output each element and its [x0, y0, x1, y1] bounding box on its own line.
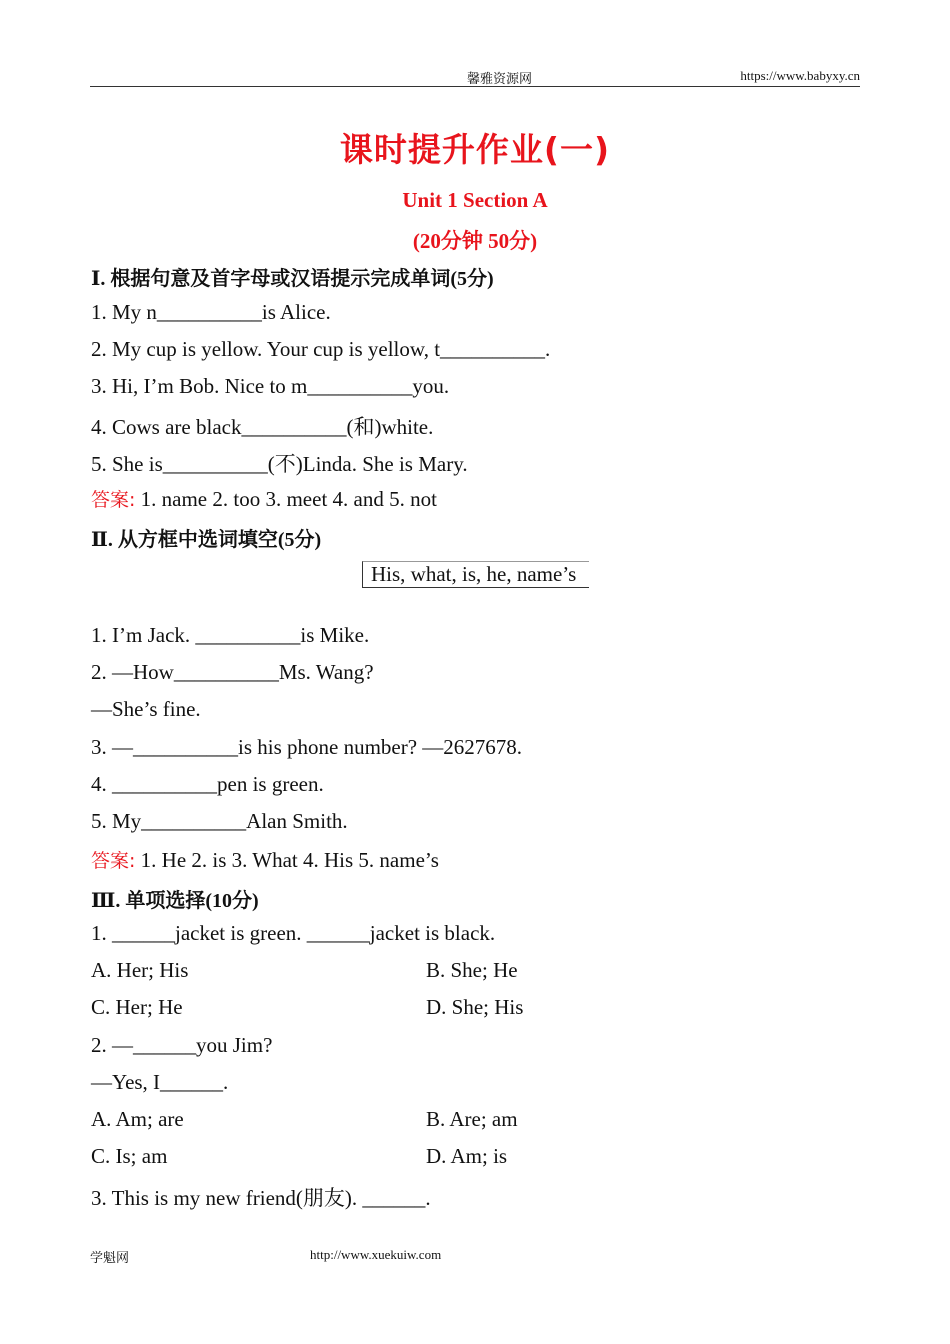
answer-label: 答案: [91, 489, 136, 511]
s1-item-1: 1. My n__________is Alice. [91, 300, 331, 324]
answer-text: 1. He 2. is 3. What 4. His 5. name’s [135, 848, 439, 872]
q1-option-c: C. Her; He [91, 995, 183, 1019]
section3-heading: Ⅲ. 单项选择(10分) [91, 890, 259, 912]
s2-item-2: 2. —How__________Ms. Wang? [91, 660, 374, 684]
q2-stem-reply: —Yes, I______. [91, 1070, 229, 1094]
footer-url[interactable]: http://www.xuekuiw.com [310, 1247, 442, 1262]
q1-option-b: B. She; He [426, 958, 518, 982]
answer-label: 答案: [91, 850, 136, 872]
s1-item-3: 3. Hi, I’m Bob. Nice to m__________you. [91, 374, 450, 398]
q2-stem: 2. —______you Jim? [91, 1033, 273, 1057]
answer-text: 1. name 2. too 3. meet 4. and 5. not [135, 487, 437, 511]
q3-stem: 3. This is my new friend(朋友). ______. [91, 1186, 431, 1210]
s2-item-5: 5. My__________Alan Smith. [91, 809, 348, 833]
word-box: His, what, is, he, name’s [362, 561, 589, 588]
s2-item-1: 1. I’m Jack. __________is Mike. [91, 623, 370, 647]
page-header [90, 66, 860, 87]
page-title: 课时提升作业(一) [339, 130, 611, 169]
s2-item-2-reply: —She’s fine. [91, 697, 201, 721]
header-url[interactable]: https://www.babyxy.cn [740, 68, 860, 83]
s1-item-2: 2. My cup is yellow. Your cup is yellow, t__________. [91, 337, 551, 361]
footer-site-name: 学魁网 [90, 1250, 130, 1265]
s1-item-5: 5. She is__________(不)Linda. She is Mary. [91, 452, 468, 476]
q2-option-d: D. Am; is [426, 1144, 508, 1168]
section2-heading: Ⅱ. 从方框中选词填空(5分) [91, 529, 322, 551]
header-site-name: 馨雅资源网 [467, 71, 533, 86]
s1-item-4: 4. Cows are black__________(和)white. [91, 415, 434, 439]
time-score: (20分钟 50分) [412, 229, 538, 253]
q1-option-a: A. Her; His [91, 958, 189, 982]
q1-stem: 1. ______jacket is green. ______jacket is black. [91, 921, 496, 945]
q2-option-a: A. Am; are [91, 1107, 184, 1131]
section1-heading: Ⅰ. 根据句意及首字母或汉语提示完成单词(5分) [91, 268, 494, 290]
q1-option-d: D. She; His [426, 995, 524, 1019]
s1-answer [91, 485, 437, 512]
q2-option-b: B. Are; am [426, 1107, 518, 1131]
s2-answer [91, 846, 439, 873]
s2-item-4: 4. __________pen is green. [91, 772, 324, 796]
s2-item-3: 3. —__________is his phone number? —2627678. [91, 735, 523, 759]
q2-option-c: C. Is; am [91, 1144, 168, 1168]
unit-heading: Unit 1 Section A [402, 188, 548, 212]
